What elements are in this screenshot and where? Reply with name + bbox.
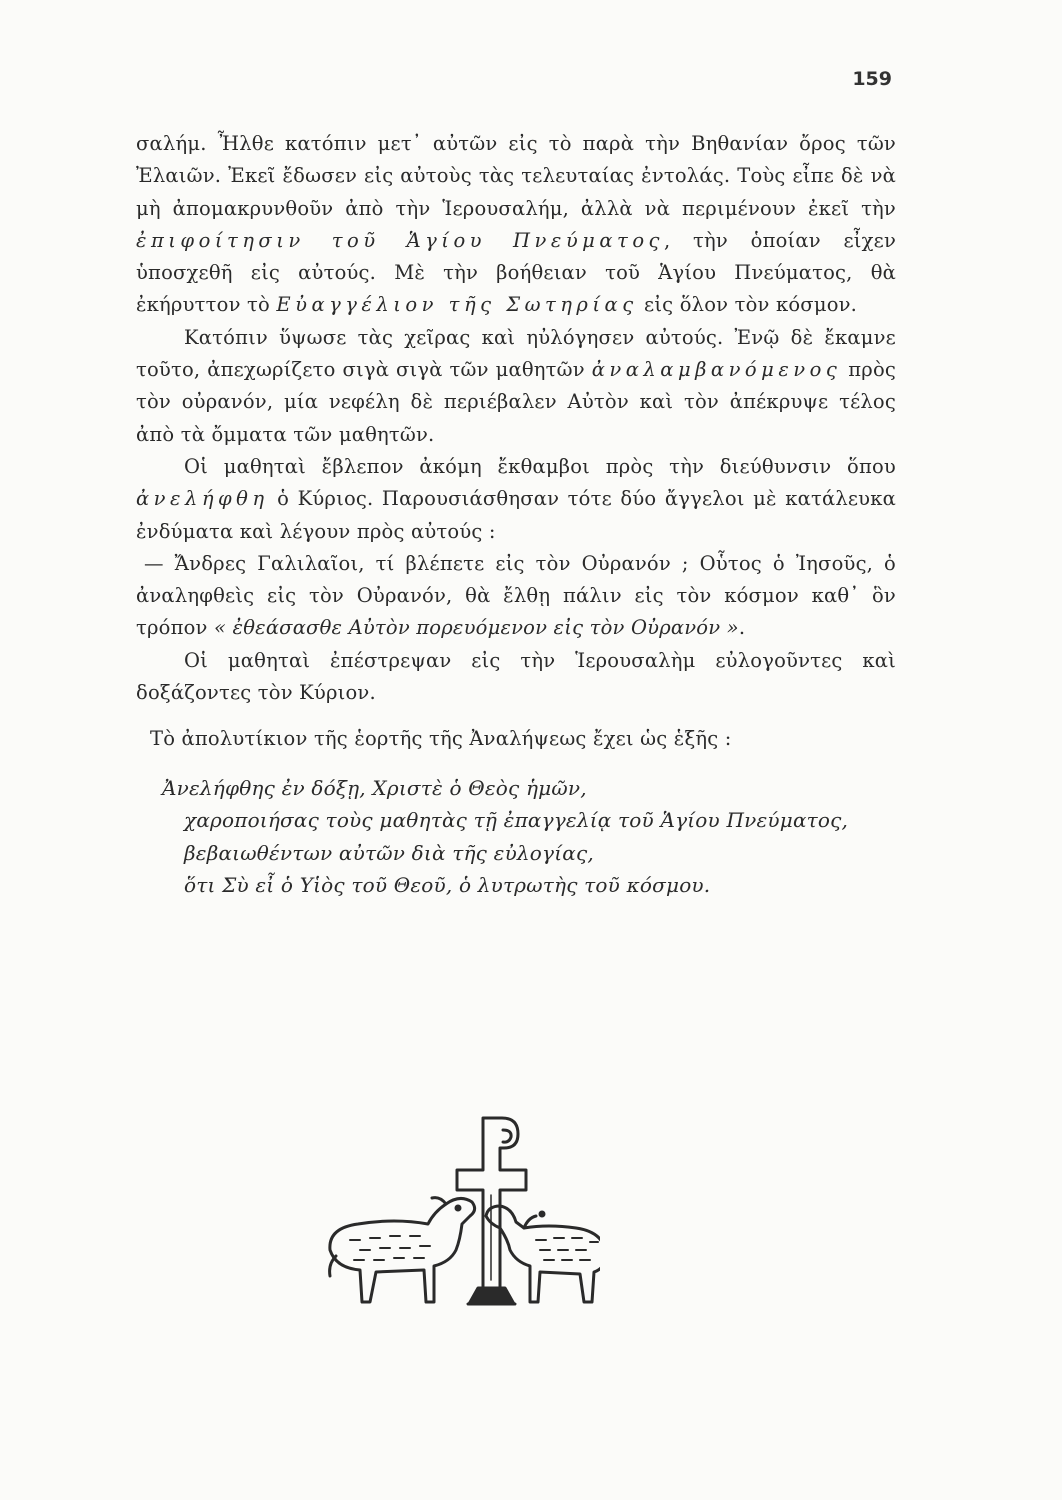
right-lamb-icon [434,1198,600,1302]
lambs-and-cross-emblem [300,1090,600,1350]
cross-with-lambs-illustration [300,1090,600,1350]
paragraph-2 [136,322,896,451]
text-run: πρὸς τὸν οὐρανόν, μία νεφέλη δὲ περιέβαλεν Αὐτὸν καὶ τὸν ἀπέκρυψε τέλος ἀπὸ τὰ ὄμματα τῶν μαθητῶν. [136,358,897,446]
body-text [136,128,896,902]
spaced-emphasis: Εὐαγγέλιον τῆς Σωτηρίας [276,293,638,317]
left-lamb-icon [330,1198,475,1302]
hymn-line: ὅτι Σὺ εἶ ὁ Υἱὸς τοῦ Θεοῦ, ὁ λυτρωτὴς τοῦ κόσμου. [184,873,711,898]
text-run: — Ἄνδρες Γαλιλαῖοι, τί βλέπετε εἰς τὸν Οὐρανόν ; Οὗτος ὁ Ἰησοῦς, ὁ ἀναληφθεὶς εἰς τὸν Οὐρανόν, θὰ ἔλθῃ πάλιν εἰς τὸν κόσμον καθ᾽ ὃν τρόπον [136,551,896,640]
text-run: Κατόπιν ὕψωσε τὰς χεῖρας καὶ ηὐλόγησεν αὐτούς. Ἐνῷ δὲ ἔκαμνε τοῦτο, ἀπεχωρίζετο σιγὰ σιγὰ τῶν μαθητῶν [136,325,896,382]
paragraph-1 [136,128,896,322]
apolytikion-hymn [136,772,896,902]
text-run: Οἱ μαθηταὶ ἔβλεπον ἀκόμη ἔκθαμβοι πρὸς τὴν διεύθυνσιν ὅπου [184,454,896,478]
hymn-intro: Τὸ ἀπολυτίκιον τῆς ἑορτῆς τῆς Ἀναλήψεως ἔχει ὡς ἑξῆς : [150,727,732,751]
text-run: , τὴν ὁποίαν εἶχεν ὑποσχεθῆ εἰς αὐτούς. Μὲ τὴν βοήθειαν τοῦ Ἁγίου Πνεύματος, θὰ ἐκήρυττον τὸ [136,228,896,317]
hymn-line: βεβαιωθέντων αὐτῶν διὰ τῆς εὐλογίας, [184,840,594,865]
spaced-emphasis: ἐπιφοίτησιν τοῦ Ἁγίου Πνεύματος [136,228,664,252]
text-run: σαλήμ. Ἦλθε κατόπιν μετ᾽ αὐτῶν εἰς τὸ παρὰ τὴν Βηθανίαν ὄρος τῶν Ἐλαιῶν. Ἐκεῖ ἔδωσεν εἰς αὐτοὺς τὰς τελευταίας ἐντολάς. Τοὺς εἶπε δὲ νὰ μὴ ἀπομακρυνθοῦν ἀπὸ τὴν Ἱερουσαλήμ, ἀλλὰ νὰ περιμένουν ἐκεῖ τὴν [136,132,896,220]
paragraph-5: Οἱ μαθηταὶ ἐπέστρεψαν εἰς τὴν Ἱερουσαλὴμ εὐλογοῦντες καὶ δοξάζοντες τὸν Κύριον. [136,648,896,705]
paragraph-3 [136,451,896,548]
page-number: 159 [852,68,892,90]
paragraph-4-dialogue [136,548,896,645]
spaced-emphasis: ἀναλαμβανόμενος [591,358,842,382]
text-run: εἰς ὅλον τὸν κόσμον. [637,293,858,317]
quotation: « ἐθεάσασθε Αὐτὸν πορευόμενον εἰς τὸν Οὐρανόν » [214,616,739,640]
text-run: . [738,616,746,640]
hymn-line: Ἀνελήφθης ἐν δόξῃ, Χριστὲ ὁ Θεὸς ἡμῶν, [162,775,587,800]
hymn-line: χαροποιήσας τοὺς μαθητὰς τῇ ἐπαγγελίᾳ τοῦ Ἁγίου Πνεύματος, [184,808,849,833]
spaced-emphasis: ἀνελήφθη [136,487,269,511]
text-run: ὁ Κύριος. Παρουσιάσθησαν τότε δύο ἄγγελοι μὲ κατάλευκα ἐνδύματα καὶ λέγουν πρὸς αὐτούς : [136,487,896,543]
